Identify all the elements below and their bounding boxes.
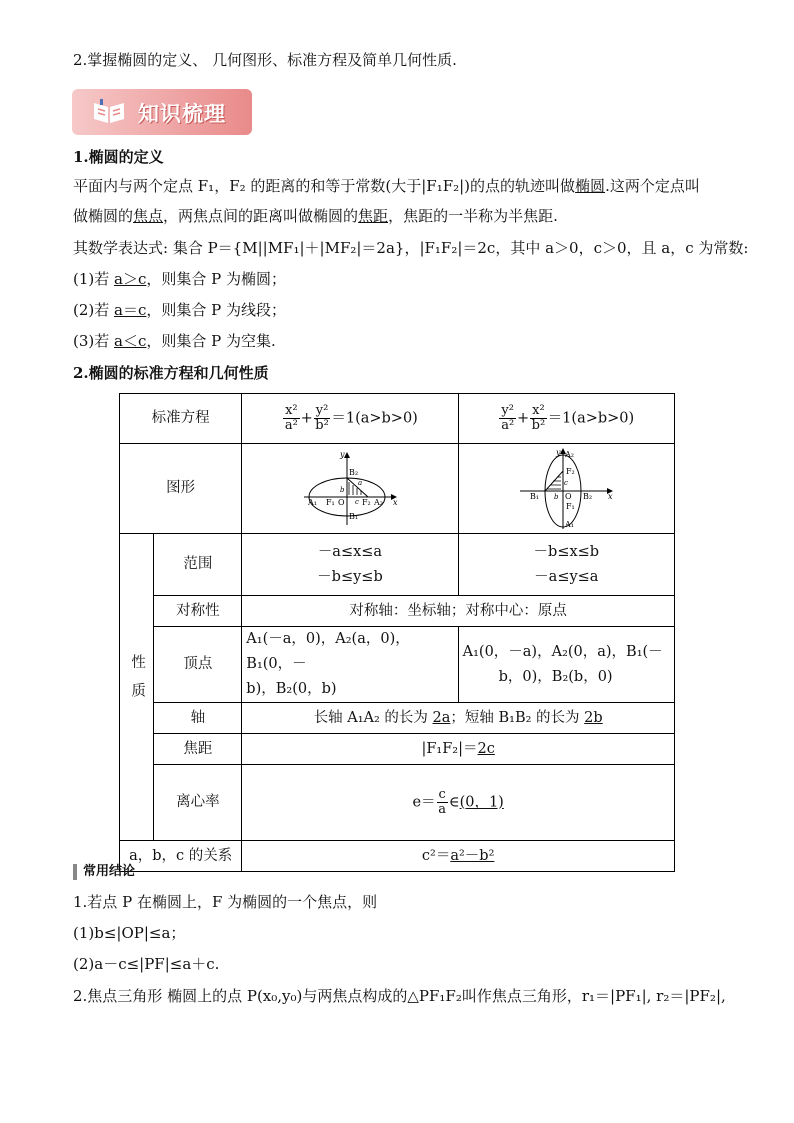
conclusion-line: 1.若点 P 在椭圆上，F 为椭圆的一个焦点，则 bbox=[73, 893, 378, 911]
figure-horizontal bbox=[242, 444, 458, 534]
svg-text:A₂: A₂ bbox=[565, 449, 575, 459]
section2-heading: 2.椭圆的标准方程和几何性质 bbox=[73, 364, 269, 382]
conclusions-title: 常用结论 bbox=[73, 864, 135, 880]
axis-text: ；短轴 B₁B₂ 的长为 bbox=[450, 709, 585, 726]
svg-text:c: c bbox=[564, 478, 569, 487]
answer-focus: 焦点 bbox=[133, 207, 164, 225]
case-text: (2)若 bbox=[73, 301, 115, 319]
definition-line-2 bbox=[73, 205, 558, 227]
svg-text:c: c bbox=[354, 497, 359, 506]
svg-text:B₁: B₁ bbox=[530, 491, 540, 501]
range-value: －a≤x≤a bbox=[317, 543, 383, 560]
figure-vertical bbox=[458, 444, 674, 534]
range-value: －b≤x≤b bbox=[533, 543, 600, 560]
intro-text: 2.掌握椭圆的定义、 几何图形、标准方程及简单几何性质. bbox=[73, 51, 457, 69]
vertical-ellipse-figure bbox=[516, 447, 616, 531]
case-1 bbox=[73, 268, 286, 290]
svg-text:x: x bbox=[608, 491, 613, 501]
svg-text:A₁: A₁ bbox=[565, 519, 575, 529]
case-text: (3)若 bbox=[73, 332, 115, 350]
math-expression: 其数学表达式: 集合 P＝{M||MF₁|＋|MF₂|＝2a}，|F₁F₂|＝2c，其中 a＞0，c＞0，且 a，c 为常数: bbox=[73, 239, 749, 257]
range-value: －a≤y≤a bbox=[534, 568, 599, 585]
fraction: $\frac{\text{y²}}{\text{b²}}$ bbox=[315, 403, 329, 433]
case-text: (1)若 bbox=[73, 270, 115, 288]
case-text: ，则集合 P 为空集. bbox=[146, 332, 276, 350]
svg-text:O: O bbox=[565, 491, 572, 501]
def-text: ，两焦点间的距离叫做椭圆的 bbox=[163, 207, 359, 225]
axis-answer: 2a bbox=[432, 709, 451, 726]
fraction: $\frac{\text{y²}}{\text{a²}}$ bbox=[501, 403, 515, 433]
svg-text:y: y bbox=[339, 449, 345, 459]
focal-answer: 2c bbox=[477, 740, 495, 757]
vertex-vertical bbox=[458, 627, 674, 703]
fraction: $\frac{\text{x²}}{\text{a²}}$ bbox=[284, 403, 298, 433]
row-label: a，b，c 的关系 bbox=[120, 841, 242, 872]
abc-text: c²＝ bbox=[421, 847, 451, 864]
svg-text:B₂: B₂ bbox=[583, 491, 593, 501]
conclusion-line: (1)b≤|OP|≤a； bbox=[73, 924, 186, 942]
svg-text:b: b bbox=[339, 485, 345, 494]
case-text: ，则集合 P 为线段； bbox=[146, 301, 287, 319]
svg-text:F₁: F₁ bbox=[566, 501, 576, 511]
range-horizontal bbox=[242, 534, 458, 596]
row-label: 轴 bbox=[154, 703, 242, 734]
section1-heading: 1.椭圆的定义 bbox=[73, 148, 164, 166]
svg-text:B₁: B₁ bbox=[348, 511, 359, 521]
banner-title: 知识梳理 bbox=[138, 102, 226, 126]
svg-text:y: y bbox=[556, 447, 561, 457]
ellipse-properties-table bbox=[119, 393, 675, 872]
vertex-value: A₁(－a，0)，A₂(a，0)，B₁(0，－ bbox=[246, 631, 410, 672]
svg-text:F₁: F₁ bbox=[325, 497, 335, 507]
row-label: 范围 bbox=[154, 534, 242, 596]
answer-ellipse: 椭圆 bbox=[575, 177, 606, 195]
axis-text: 长轴 A₁A₂ 的长为 bbox=[313, 709, 433, 726]
svg-text:x: x bbox=[392, 497, 398, 507]
case-2 bbox=[73, 299, 286, 321]
equation-suffix: ＝1(a>b>0) bbox=[331, 410, 418, 427]
section-banner bbox=[72, 89, 252, 135]
abc-relation-value bbox=[242, 841, 675, 872]
definition-line-1 bbox=[73, 175, 700, 197]
focal-text: |F₁F₂|＝ bbox=[421, 740, 478, 757]
fraction: $\frac{c}{a}$ bbox=[438, 787, 447, 817]
row-label: 焦距 bbox=[154, 734, 242, 765]
ecc-answer: (0，1) bbox=[459, 794, 504, 811]
svg-text:B₂: B₂ bbox=[348, 467, 359, 477]
row-label: 顶点 bbox=[154, 627, 242, 703]
svg-text:b: b bbox=[554, 492, 559, 501]
def-text: .这两个定点叫 bbox=[605, 177, 700, 195]
range-value: －b≤y≤b bbox=[317, 568, 383, 585]
case-answer: a＞c bbox=[114, 270, 147, 288]
def-text: 做椭圆的 bbox=[73, 207, 134, 225]
focal-value bbox=[242, 734, 675, 765]
case-answer: a＜c bbox=[114, 332, 147, 350]
book-icon bbox=[92, 99, 126, 125]
ecc-text: ∈ bbox=[448, 794, 460, 811]
def-text: 平面内与两个定点 F₁，F₂ 的距离的和等于常数(大于|F₁F₂|)的点的轨迹叫做 bbox=[73, 177, 576, 195]
vertex-value: b)，B₂(0，b) bbox=[246, 681, 337, 697]
range-vertical bbox=[458, 534, 674, 596]
property-label bbox=[120, 534, 154, 841]
axis-answer: 2b bbox=[584, 709, 603, 726]
vertex-value: b，0)，B₂(b，0) bbox=[498, 668, 613, 685]
answer-focal-distance: 焦距 bbox=[358, 207, 389, 225]
row-label: 离心率 bbox=[154, 765, 242, 841]
def-text: ，焦距的一半称为半焦距. bbox=[388, 207, 558, 225]
svg-text:a: a bbox=[357, 478, 363, 487]
ecc-text: e＝ bbox=[412, 794, 436, 811]
equation-horizontal: $\frac{\text{x²}}{\text{a²}}$ + $\frac{\text{y²}}{\text{b²}}$ ＝1(a>b>0) bbox=[242, 394, 458, 444]
case-text: ，则集合 P 为椭圆； bbox=[146, 270, 287, 288]
row-label: 标准方程 bbox=[120, 394, 242, 444]
axis-value bbox=[242, 703, 675, 734]
horizontal-ellipse-figure bbox=[300, 449, 400, 529]
conclusion-line: (2)a－c≤|PF|≤a＋c. bbox=[73, 955, 220, 973]
svg-text:F₂: F₂ bbox=[361, 497, 371, 507]
vertex-value: A₁(0，－a)，A₂(0，a)，B₁(－ bbox=[462, 643, 663, 660]
conclusion-line: 2.焦点三角形 椭圆上的点 P(x₀,y₀)与两焦点构成的△PF₁F₂叫作焦点三角形，r₁＝|PF₁|, r₂＝|PF₂|, bbox=[73, 987, 726, 1005]
svg-text:O: O bbox=[337, 497, 345, 507]
svg-text:F₂: F₂ bbox=[566, 466, 576, 476]
equation-suffix: ＝1(a>b>0) bbox=[547, 410, 635, 427]
row-label: 对称性 bbox=[154, 596, 242, 627]
symmetry-value: 对称轴：坐标轴；对称中心：原点 bbox=[242, 596, 675, 627]
case-answer: a＝c bbox=[114, 301, 147, 319]
property-label-text: 性质 bbox=[129, 654, 146, 711]
row-label: 图形 bbox=[120, 444, 242, 534]
vertex-horizontal bbox=[242, 627, 458, 703]
abc-answer: a²－b² bbox=[450, 847, 495, 864]
equation-vertical: $\frac{\text{y²}}{\text{a²}}$ + $\frac{\text{x²}}{\text{b²}}$ ＝1(a>b>0) bbox=[458, 394, 674, 444]
eccentricity-value bbox=[242, 765, 675, 841]
fraction: $\frac{\text{x²}}{\text{b²}}$ bbox=[531, 403, 546, 433]
case-3 bbox=[73, 330, 276, 352]
svg-text:A₂: A₂ bbox=[373, 497, 383, 507]
svg-text:A₁: A₁ bbox=[307, 497, 317, 507]
